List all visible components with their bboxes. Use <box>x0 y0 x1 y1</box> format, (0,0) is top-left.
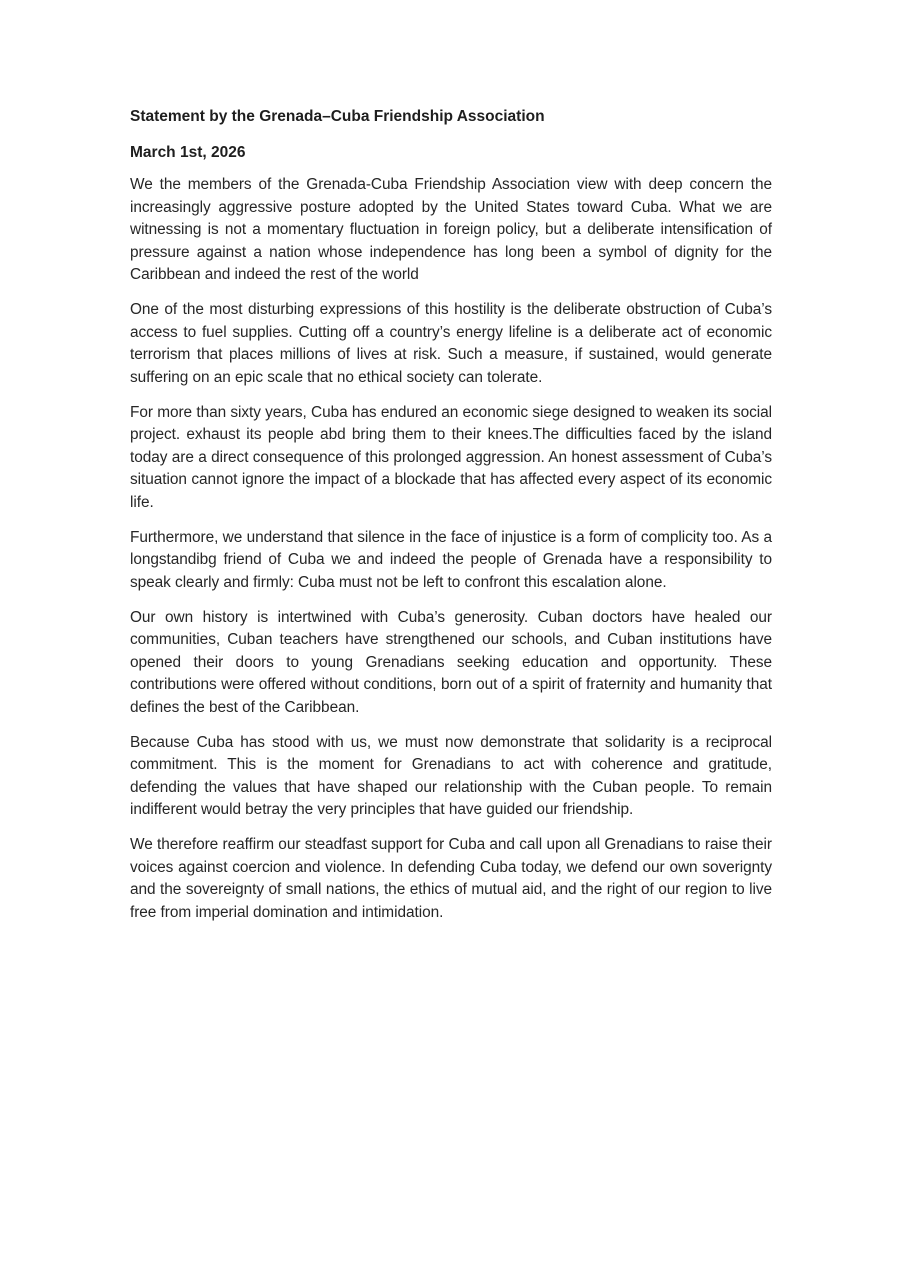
document-title: Statement by the Grenada–Cuba Friendship Association <box>130 108 545 125</box>
paragraph-reciprocal-solidarity: Because Cuba has stood with us, we must now demonstrate that solidarity is a reciprocal commitment. This is the moment for Grenadians to act with coherence and gratitude, defending the values that have shaped our relationship with the Cuban people. To remain indifferent would betray the very principles that have guided our friendship. <box>130 733 772 818</box>
document-date: March 1st, 2026 <box>130 144 246 161</box>
document-page <box>130 106 772 937</box>
paragraph-silence-complicity: Furthermore, we understand that silence in the face of injustice is a form of complicity too. As a longstandibg friend of Cuba we and indeed the people of Grenada have a responsibility to speak clearly and firmly: Cuba must not be left to confront this escalation alone. <box>130 528 772 591</box>
paragraph-shared-history: Our own history is intertwined with Cuba’s generosity. Cuban doctors have healed our communities, Cuban teachers have strengthened our schools, and Cuban institutions have opened their doors to young Grenadians seeking education and opportunity. These contributions were offered without conditions, born out of a spirit of fraternity and humanity that defines the best of the Caribbean. <box>130 608 772 716</box>
paragraph-economic-siege: For more than sixty years, Cuba has endured an economic siege designed to weaken its social project. exhaust its people abd bring them to their knees.The difficulties faced by the island today are a direct consequence of this prolonged aggression. An honest assessment of Cuba’s situation cannot ignore the impact of a blockade that has affected every aspect of its economic life. <box>130 403 772 511</box>
paragraph-concern: We the members of the Grenada-Cuba Friendship Association view with deep concern the increasingly aggressive posture adopted by the United States toward Cuba. What we are witnessing is not a momentary fluctuation in foreign policy, but a deliberate intensification of pressure against a nation whose independence has long been a symbol of dignity for the Caribbean and indeed the rest of the world <box>130 176 772 283</box>
paragraph-reaffirm-support: We therefore reaffirm our steadfast support for Cuba and call upon all Grenadians to raise their voices against coercion and violence. In defending Cuba today, we defend our own soverignty and the sovereignty of small nations, the ethics of mutual aid, and the right of our region to live free from imperial domination and intimidation. <box>130 836 772 921</box>
paragraph-fuel-obstruction: One of the most disturbing expressions of this hostility is the deliberate obstruction of Cuba’s access to fuel supplies. Cutting off a country’s energy lifeline is a deliberate act of economic terrorism that places millions of lives at risk. Such a measure, if sustained, would generate suffering on an epic scale that no ethical society can tolerate. <box>130 301 772 386</box>
